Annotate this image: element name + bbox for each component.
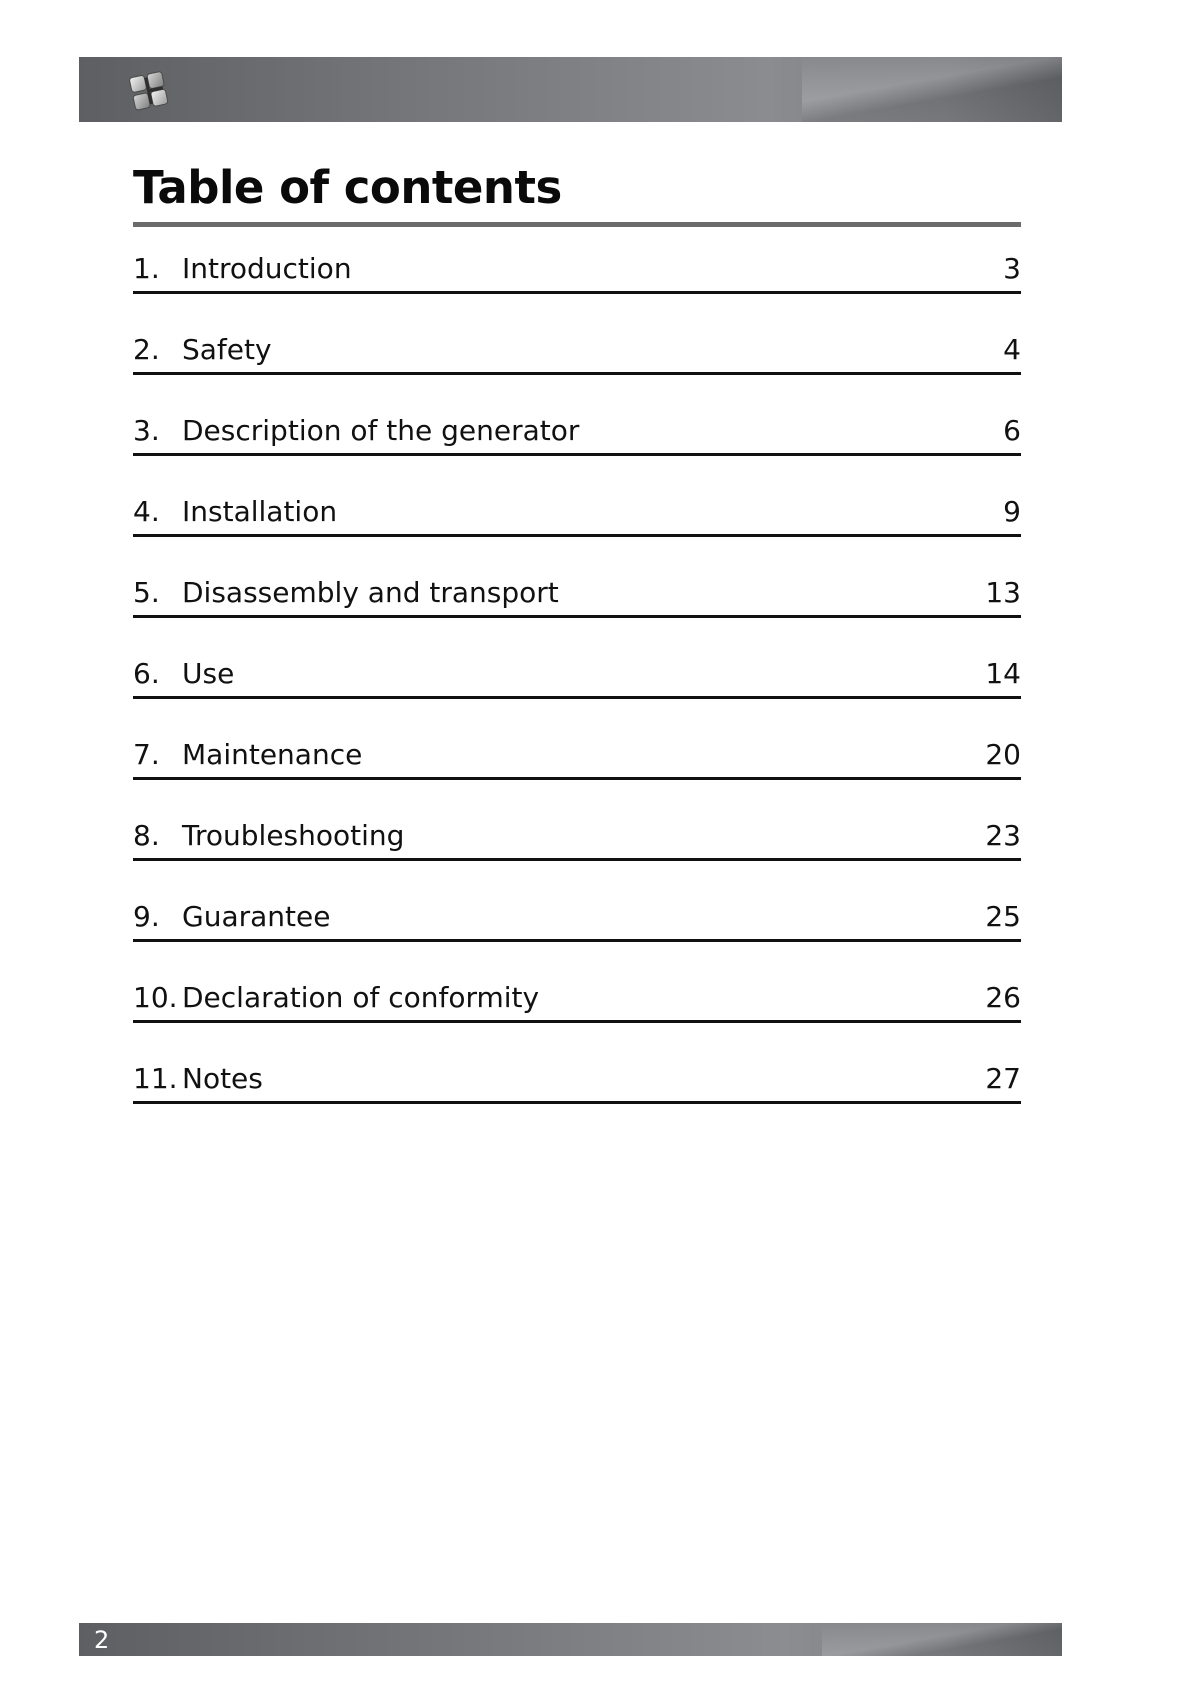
page-number: 2 [94,1626,110,1654]
toc-entry-page: 6 [1003,413,1021,447]
toc-entry-page: 27 [985,1061,1021,1095]
toc-entry-number: 3. [133,413,160,447]
toc-entry-page: 3 [1003,251,1021,285]
toc-entry-page: 13 [985,575,1021,609]
toc-entry-number: 7. [133,737,160,771]
page-title: Table of contents [133,161,562,214]
footer-bar [79,1623,1062,1656]
toc-entry-label: Introduction [182,251,352,285]
toc-entry-number: 9. [133,899,160,933]
toc-entry[interactable] [133,894,1021,942]
toc-entry-label: Use [182,656,235,690]
toc-entry[interactable] [133,651,1021,699]
toc-entry-number: 1. [133,251,160,285]
toc-entry[interactable] [133,813,1021,861]
toc-entry-label: Troubleshooting [182,818,405,852]
toc-entry-label: Installation [182,494,338,528]
toc-entry[interactable] [133,408,1021,456]
toc-entry-page: 20 [985,737,1021,771]
toc-entry-number: 4. [133,494,160,528]
header-bar [79,57,1062,122]
toc-entry-number: 11. [133,1061,178,1095]
toc-entry-label: Declaration of conformity [182,980,540,1014]
toc-entry-number: 5. [133,575,160,609]
toc-entry[interactable] [133,975,1021,1023]
toc-entry[interactable] [133,246,1021,294]
title-divider [133,222,1021,227]
toc-entry-label: Description of the generator [182,413,580,447]
toc-entry[interactable] [133,489,1021,537]
toc-entry-number: 2. [133,332,160,366]
toc-entry-label: Notes [182,1061,263,1095]
toc-entry-label: Disassembly and transport [182,575,559,609]
toc-entry-page: 9 [1003,494,1021,528]
toc-entry-page: 26 [985,980,1021,1014]
toc-list [133,246,1021,1137]
toc-entry-label: Guarantee [182,899,331,933]
toc-entry[interactable] [133,732,1021,780]
toc-entry[interactable] [133,1056,1021,1104]
toc-entry[interactable] [133,570,1021,618]
toc-entry-page: 23 [985,818,1021,852]
toc-entry-number: 10. [133,980,178,1014]
brand-logo-icon [127,67,173,113]
toc-entry[interactable] [133,327,1021,375]
toc-entry-page: 14 [985,656,1021,690]
toc-entry-label: Maintenance [182,737,363,771]
toc-entry-page: 25 [985,899,1021,933]
toc-entry-number: 8. [133,818,160,852]
toc-entry-label: Safety [182,332,272,366]
toc-entry-number: 6. [133,656,160,690]
toc-entry-page: 4 [1003,332,1021,366]
